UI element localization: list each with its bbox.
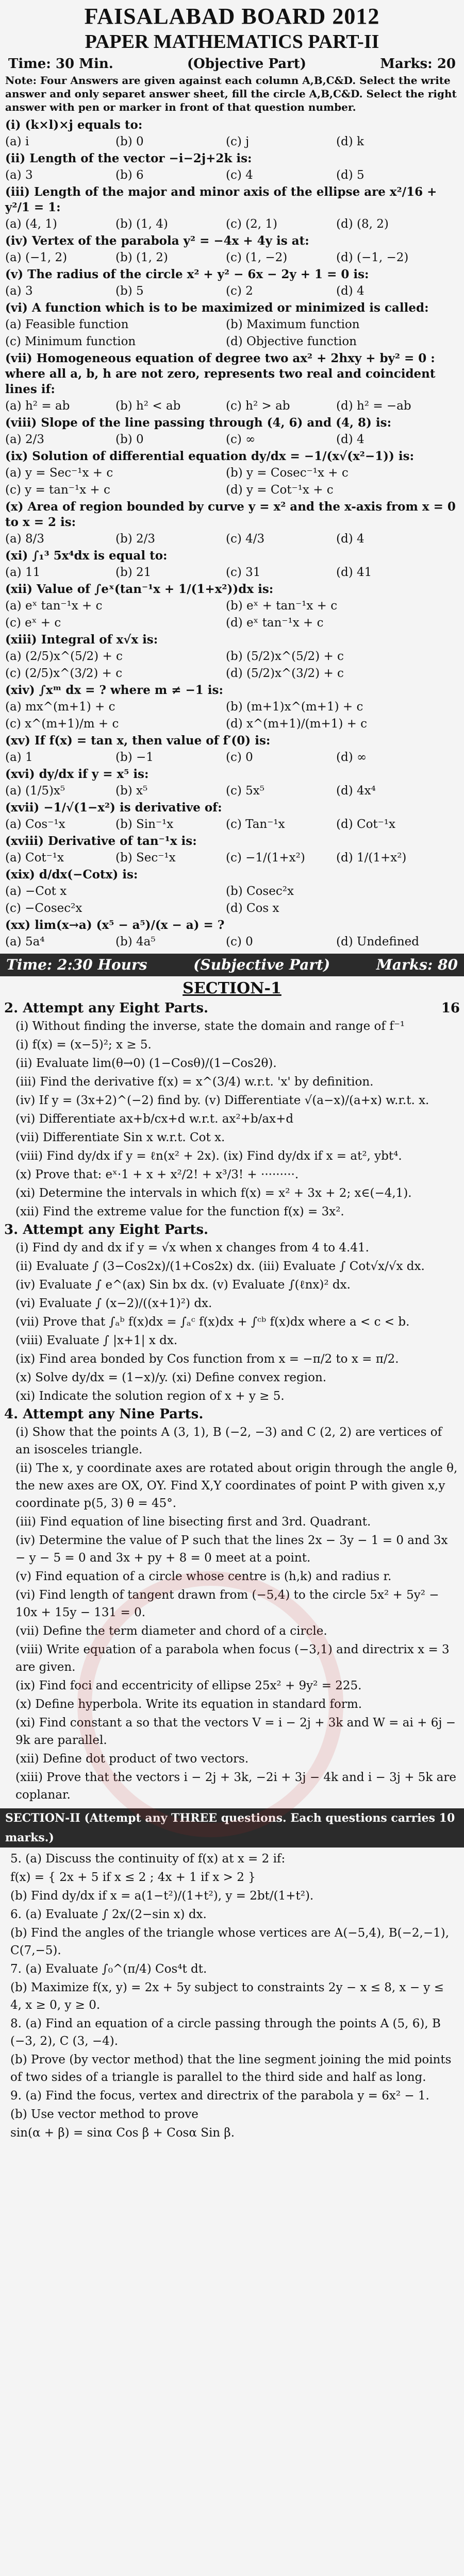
- short-question: (xi) Determine the intervals in which f(x) = x² + 3x + 2; x∈(−4,1).: [15, 1187, 412, 1200]
- long-question-part: 5. (a) Discuss the continuity of f(x) at x = 2 if:: [10, 1852, 286, 1866]
- mcq-option: (d) (8, 2): [336, 217, 389, 231]
- mcq-option: (d) 1/(1+x²): [336, 851, 407, 865]
- mcq-option: (d) 4: [336, 284, 364, 298]
- mcq-option: (b) 2/3: [115, 532, 155, 546]
- long-question-part: (b) Prove (by vector method) that the line segment joining the mid points of two sides of a triangle is parallel to the third side and half as long.: [10, 2053, 452, 2084]
- mcq-option: (c) ∞: [226, 433, 256, 446]
- mcq-option: (d) (5/2)x^(3/2) + c: [226, 667, 344, 680]
- mcq-options: [5, 431, 459, 448]
- short-question: (xii) Find the extreme value for the function f(x) = 3x².: [15, 1205, 344, 1218]
- subjective-part-label: (Subjective Part): [193, 956, 330, 973]
- short-question: (iii) Find equation of line bisecting first and 3rd. Quadrant.: [15, 1515, 371, 1529]
- mcq-question: (xi) ∫₁³ 5x⁴dx is equal to:: [5, 549, 168, 563]
- mcq-option: (a) (1/5)x⁵: [5, 784, 65, 798]
- short-question: (vii) Prove that ∫ₐᵇ f(x)dx = ∫ₐᶜ f(x)dx + ∫ᶜᵇ f(x)dx where a < c < b.: [15, 1315, 410, 1329]
- section-1-title: SECTION-1: [183, 979, 281, 997]
- short-question: (xi) Indicate the solution region of x + y ≥ 5.: [15, 1389, 285, 1403]
- mcq-option: (c) (1, −2): [226, 251, 288, 264]
- mcq-option: (a) (2/5)x^(5/2) + c: [5, 650, 123, 663]
- short-question: (ii) The x, y coordinate axes are rotated about origin through the angle θ, the new axes are OX, OY. Find X,Y coordinates of point P with given x,y coordinate p(5, 3) θ = 45°.: [15, 1462, 458, 1510]
- mcq-option: (b) Sec⁻¹x: [115, 851, 176, 865]
- mcq-option: (b) (m+1)x^(m+1) + c: [226, 700, 363, 714]
- long-question-part: sin(α + β) = sinα Cos β + Cosα Sin β.: [10, 2126, 235, 2140]
- mcq-options: [5, 333, 459, 350]
- mcq-option: (b) (1, 2): [115, 251, 168, 264]
- objective-marks: Marks: 20: [380, 56, 456, 72]
- mcq-option: (d) ∞: [336, 751, 367, 764]
- short-question: (viii) Evaluate ∫ |x+1| x dx.: [15, 1334, 178, 1347]
- mcq-question: (xix) d/dx(−Cotx) is:: [5, 868, 138, 882]
- mcq-option: (d) Objective function: [226, 335, 357, 348]
- short-question: (iv) Determine the value of P such that the lines 2x − 3y − 1 = 0 and 3x − y − 5 = 0 and 3x + py + 8 = 0 meet at a point.: [15, 1534, 448, 1565]
- mcq-option: (d) Cot⁻¹x: [336, 818, 395, 831]
- mcq-question: (xiv) ∫xᵐ dx = ? where m ≠ −1 is:: [5, 683, 223, 697]
- mcq-options: [5, 783, 459, 800]
- mcq-question: (ix) Solution of differential equation dy/dx = −1/(x√(x²−1)) is:: [5, 449, 415, 463]
- mcq-option: (c) x^(m+1)/m + c: [5, 717, 119, 731]
- mcq-option: (a) 11: [5, 566, 41, 579]
- mcq-option: (b) eˣ + tan⁻¹x + c: [226, 599, 338, 613]
- mcq-option: (a) 3: [5, 168, 33, 182]
- mcq-option: (a) 3: [5, 284, 33, 298]
- mcq-option: (a) Cos⁻¹x: [5, 818, 65, 831]
- mcq-options: [5, 564, 459, 581]
- mcq-option: (d) Cos x: [226, 902, 279, 915]
- mcq-options: [5, 900, 459, 917]
- mcq-options: [5, 615, 459, 632]
- mcq-option: (d) 4x⁴: [336, 784, 376, 798]
- mcq-question: (ii) Length of the vector −i−2j+2k is:: [5, 151, 252, 165]
- mcq-options: [5, 482, 459, 499]
- mcq-option: (a) eˣ tan⁻¹x + c: [5, 599, 103, 613]
- mcq-option: (c) −1/(1+x²): [226, 851, 305, 865]
- long-question-part: f(x) = { 2x + 5 if x ≤ 2 ; 4x + 1 if x > 2 }: [10, 1871, 256, 1884]
- mcq-question: (i) (k×l)×j equals to:: [5, 118, 143, 132]
- long-question-part: (b) Use vector method to prove: [10, 2108, 198, 2121]
- short-question: (ii) Evaluate lim(θ→0) (1−Cosθ)/(1−Cos2θ).: [15, 1057, 277, 1070]
- short-question: (vi) Evaluate ∫ (x−2)/((x+1)²) dx.: [15, 1297, 212, 1310]
- mcq-option: (c) −Cosec²x: [5, 902, 82, 915]
- short-question: (i) Show that the points A (3, 1), B (−2, −3) and C (2, 2) are vertices of an isosceles triangle.: [15, 1426, 442, 1456]
- mcq-option: (c) 2: [226, 284, 253, 298]
- mcq-options: [5, 398, 459, 415]
- paper-title: PAPER MATHEMATICS PART-II: [85, 31, 379, 53]
- mcq-option: (c) 4/3: [226, 532, 265, 546]
- mcq-option: (b) 0: [115, 433, 144, 446]
- mcq-option: (a) 2/3: [5, 433, 44, 446]
- mcq-options: [5, 216, 459, 233]
- mcq-option: (b) 5: [115, 284, 144, 298]
- mcq-option: (c) 5x⁵: [226, 784, 264, 798]
- mcq-question: (viii) Slope of the line passing through (4, 6) and (4, 8) is:: [5, 416, 392, 430]
- mcq-option: (b) (5/2)x^(5/2) + c: [226, 650, 344, 663]
- mcq-option: (d) eˣ tan⁻¹x + c: [226, 616, 324, 630]
- mcq-option: (a) (4, 1): [5, 217, 57, 231]
- mcq-options: [5, 934, 459, 951]
- q2-heading: 2. Attempt any Eight Parts.: [4, 1001, 209, 1016]
- long-question-part: 9. (a) Find the focus, vertex and directrix of the parabola y = 6x² − 1.: [10, 2089, 429, 2103]
- mcq-option: (d) k: [336, 135, 364, 148]
- long-question-part: 8. (a) Find an equation of a circle passing through the points A (5, 6), B (−3, 2), C (3, −4).: [10, 2017, 441, 2048]
- mcq-options: [5, 749, 459, 766]
- short-question: (xii) Define dot product of two vectors.: [15, 1752, 249, 1766]
- short-question: (x) Prove that: eˣ·1 + x + x²/2! + x³/3! + ·········.: [15, 1168, 299, 1181]
- short-question: (xi) Find constant a so that the vectors V = i − 2j + 3k and W = ai + 6j − 9k are parallel.: [15, 1716, 456, 1747]
- mcq-option: (b) −1: [115, 751, 154, 764]
- short-question: (x) Define hyperbola. Write its equation in standard form.: [15, 1698, 362, 1711]
- short-question: (i) Without finding the inverse, state the domain and range of f⁻¹: [15, 1020, 405, 1033]
- short-questions-list: [0, 1017, 464, 1804]
- mcq-options: [5, 167, 459, 184]
- mcq-option: (a) h² = ab: [5, 399, 70, 413]
- mcq-question: (xii) Value of ∫eˣ(tan⁻¹x + 1/(1+x²))dx is:: [5, 582, 274, 596]
- mcq-options: [5, 249, 459, 266]
- short-question: (vii) Differentiate Sin x w.r.t. Cot x.: [15, 1131, 225, 1144]
- mcq-options: [5, 665, 459, 682]
- mcq-options: [5, 598, 459, 615]
- mcq-options: [5, 465, 459, 482]
- question-heading: 3. Attempt any Eight Parts.: [4, 1222, 209, 1238]
- mcq-options: [5, 133, 459, 150]
- mcq-options: [5, 531, 459, 548]
- mcq-question: (xv) If f(x) = tan x, then value of f′(0) is:: [5, 734, 271, 748]
- mcq-option: (a) −Cot x: [5, 885, 67, 898]
- long-question-part: (b) Maximize f(x, y) = 2x + 5y subject to constraints 2y − x ≤ 8, x − y ≤ 4, x ≥ 0, y ≥ 0.: [10, 1981, 444, 2012]
- mcq-options: [5, 816, 459, 833]
- q2-marks: 16: [441, 1001, 460, 1016]
- mcq-option: (d) h² = −ab: [336, 399, 411, 413]
- mcq-option: (b) Sin⁻¹x: [115, 818, 174, 831]
- long-questions-list: [0, 1850, 464, 2142]
- objective-header-row: [0, 56, 464, 72]
- short-question: (v) Find equation of a circle whose centre is (h,k) and radius r.: [15, 1570, 392, 1583]
- mcq-option: (d) 4: [336, 532, 364, 546]
- mcq-option: (d) 41: [336, 566, 372, 579]
- short-question: (ix) Find area bonded by Cos function from x = −π/2 to x = π/2.: [15, 1352, 399, 1366]
- mcq-option: (d) y = Cot⁻¹x + c: [226, 483, 334, 497]
- subjective-marks: Marks: 80: [376, 956, 458, 973]
- mcq-options: [5, 699, 459, 716]
- mcq-question: (iv) Vertex of the parabola y² = −4x + 4y is at:: [5, 234, 309, 248]
- mcq-option: (c) (2, 1): [226, 217, 277, 231]
- long-question-part: (b) Find the angles of the triangle whose vertices are A(−5,4), B(−2,−1), C(7,−5).: [10, 1926, 450, 1957]
- short-question: (iv) Evaluate ∫ e^(ax) Sin bx dx. (v) Evaluate ∫(ℓnx)² dx.: [15, 1278, 351, 1292]
- short-question: (iii) Find the derivative f(x) = x^(3/4) w.r.t. 'x' by definition.: [15, 1075, 374, 1089]
- short-question: (x) Solve dy/dx = (1−x)/y. (xi) Define convex region.: [15, 1371, 327, 1384]
- mcq-question: (vii) Homogeneous equation of degree two ax² + 2hxy + by² = 0 : where all a, b, h are not zero, represents two real and coincident lines if:: [5, 351, 436, 396]
- mcq-question: (xiii) Integral of x√x is:: [5, 633, 158, 647]
- board-title: FAISALABAD BOARD 2012: [84, 4, 380, 29]
- mcq-option: (a) Feasible function: [5, 318, 129, 331]
- instruction-note: Note: Four Answers are given against each column A,B,C&D. Select the write answer and only separet answer sheet, fill the circle A,B,C&D. Select the right answer with pen or marker in front of that question number.: [5, 74, 457, 113]
- mcq-option: (d) x^(m+1)/(m+1) + c: [226, 717, 368, 731]
- mcq-option: (b) y = Cosec⁻¹x + c: [226, 466, 349, 480]
- mcq-option: (c) j: [226, 135, 250, 148]
- mcq-question: (xvi) dy/dx if y = x⁵ is:: [5, 767, 149, 781]
- mcq-options: [5, 850, 459, 867]
- mcq-option: (a) mx^(m+1) + c: [5, 700, 115, 714]
- mcq-option: (c) 0: [226, 751, 253, 764]
- short-question: (vi) Differentiate ax+b/cx+d w.r.t. ax²+b/ax+d: [15, 1112, 294, 1126]
- q2-header: [0, 999, 464, 1017]
- short-question: (i) f(x) = (x−5)²; x ≥ 5.: [15, 1038, 152, 1052]
- section-2-band: SECTION-II (Attempt any THREE questions. Each questions carries 10 marks.): [0, 1808, 464, 1848]
- mcq-option: (c) eˣ + c: [5, 616, 61, 630]
- mcq-option: (c) 31: [226, 566, 261, 579]
- mcq-option: (c) h² > ab: [226, 399, 290, 413]
- mcq-question: (x) Area of region bounded by curve y = x² and the x-axis from x = 0 to x = 2 is:: [5, 500, 456, 529]
- mcq-option: (d) 5: [336, 168, 364, 182]
- long-question-part: 6. (a) Evaluate ∫ 2x/(2−sin x) dx.: [10, 1908, 207, 1921]
- mcq-option: (b) Maximum function: [226, 318, 360, 331]
- short-question: (viii) Write equation of a parabola when focus (−3,1) and directrix x = 3 are given.: [15, 1643, 450, 1674]
- mcq-options: [5, 648, 459, 665]
- subjective-header-band: [0, 954, 464, 976]
- long-question-part: (b) Find dy/dx if x = a(1−t²)/(1+t²), y = 2bt/(1+t²).: [10, 1889, 314, 1903]
- mcq-option: (b) 4a⁵: [115, 935, 156, 948]
- objective-time: Time: 30 Min.: [8, 56, 113, 72]
- mcq-option: (a) y = Sec⁻¹x + c: [5, 466, 113, 480]
- mcq-option: (a) 1: [5, 751, 33, 764]
- mcq-question: (xvii) −1/√(1−x²) is derivative of:: [5, 801, 222, 815]
- mcq-option: (c) 0: [226, 935, 253, 948]
- mcq-option: (b) Cosec²x: [226, 885, 294, 898]
- short-question: (iv) If y = (3x+2)^(−2) find by. (v) Differentiate √(a−x)/(a+x) w.r.t. x.: [15, 1094, 429, 1107]
- mcq-option: (b) (1, 4): [115, 217, 168, 231]
- mcq-question: (v) The radius of the circle x² + y² − 6x − 2y + 1 = 0 is:: [5, 267, 369, 281]
- mcq-option: (c) Tan⁻¹x: [226, 818, 285, 831]
- mcq-option: (d) Undefined: [336, 935, 419, 948]
- mcq-option: (b) h² < ab: [115, 399, 181, 413]
- mcq-options: [5, 883, 459, 900]
- mcq-list: [0, 117, 464, 951]
- short-question: (ii) Evaluate ∫ (3−Cos2x)/(1+Cos2x) dx. (iii) Evaluate ∫ Cot√x/√x dx.: [15, 1260, 425, 1273]
- objective-part-label: (Objective Part): [187, 56, 307, 72]
- mcq-option: (c) y = tan⁻¹x + c: [5, 483, 110, 497]
- mcq-option: (a) (−1, 2): [5, 251, 68, 264]
- mcq-option: (c) (2/5)x^(3/2) + c: [5, 667, 123, 680]
- subjective-time: Time: 2:30 Hours: [6, 956, 147, 973]
- mcq-option: (c) 4: [226, 168, 253, 182]
- short-question: (viii) Find dy/dx if y = ℓn(x² + 2x). (ix) Find dy/dx if x = at², ybt⁴.: [15, 1149, 402, 1163]
- mcq-option: (b) 6: [115, 168, 144, 182]
- mcq-options: [5, 316, 459, 333]
- short-question: (xiii) Prove that the vectors i − 2j + 3k, −2i + 3j − 4k and i − 3j + 5k are coplanar.: [15, 1771, 456, 1802]
- short-question: (i) Find dy and dx if y = √x when x changes from 4 to 4.41.: [15, 1241, 369, 1255]
- mcq-question: (xviii) Derivative of tan⁻¹x is:: [5, 834, 197, 848]
- short-question: (vii) Define the term diameter and chord of a circle.: [15, 1624, 327, 1638]
- mcq-option: (a) i: [5, 135, 29, 148]
- mcq-question: (vi) A function which is to be maximized or minimized is called:: [5, 301, 429, 315]
- mcq-option: (d) 4: [336, 433, 364, 446]
- short-question: (vi) Find length of tangent drawn from (−5,4) to the circle 5x² + 5y² − 10x + 15y − 131 = 0.: [15, 1588, 439, 1619]
- question-heading: 4. Attempt any Nine Parts.: [4, 1406, 204, 1422]
- mcq-option: (a) 8/3: [5, 532, 44, 546]
- mcq-option: (b) x⁵: [115, 784, 148, 798]
- mcq-option: (a) Cot⁻¹x: [5, 851, 64, 865]
- mcq-option: (d) (−1, −2): [336, 251, 409, 264]
- mcq-question: (xx) lim(x→a) (x⁵ − a⁵)/(x − a) = ?: [5, 918, 225, 932]
- mcq-options: [5, 716, 459, 733]
- mcq-option: (c) Minimum function: [5, 335, 136, 348]
- mcq-option: (b) 21: [115, 566, 152, 579]
- mcq-options: [5, 283, 459, 300]
- mcq-question: (iii) Length of the major and minor axis of the ellipse are x²/16 + y²/1 = 1:: [5, 185, 437, 214]
- mcq-option: (b) 0: [115, 135, 144, 148]
- mcq-option: (a) 5a⁴: [5, 935, 45, 948]
- long-question-part: 7. (a) Evaluate ∫₀^(π/4) Cos⁴t dt.: [10, 1962, 207, 1976]
- short-question: (ix) Find foci and eccentricity of ellipse 25x² + 9y² = 225.: [15, 1679, 362, 1692]
